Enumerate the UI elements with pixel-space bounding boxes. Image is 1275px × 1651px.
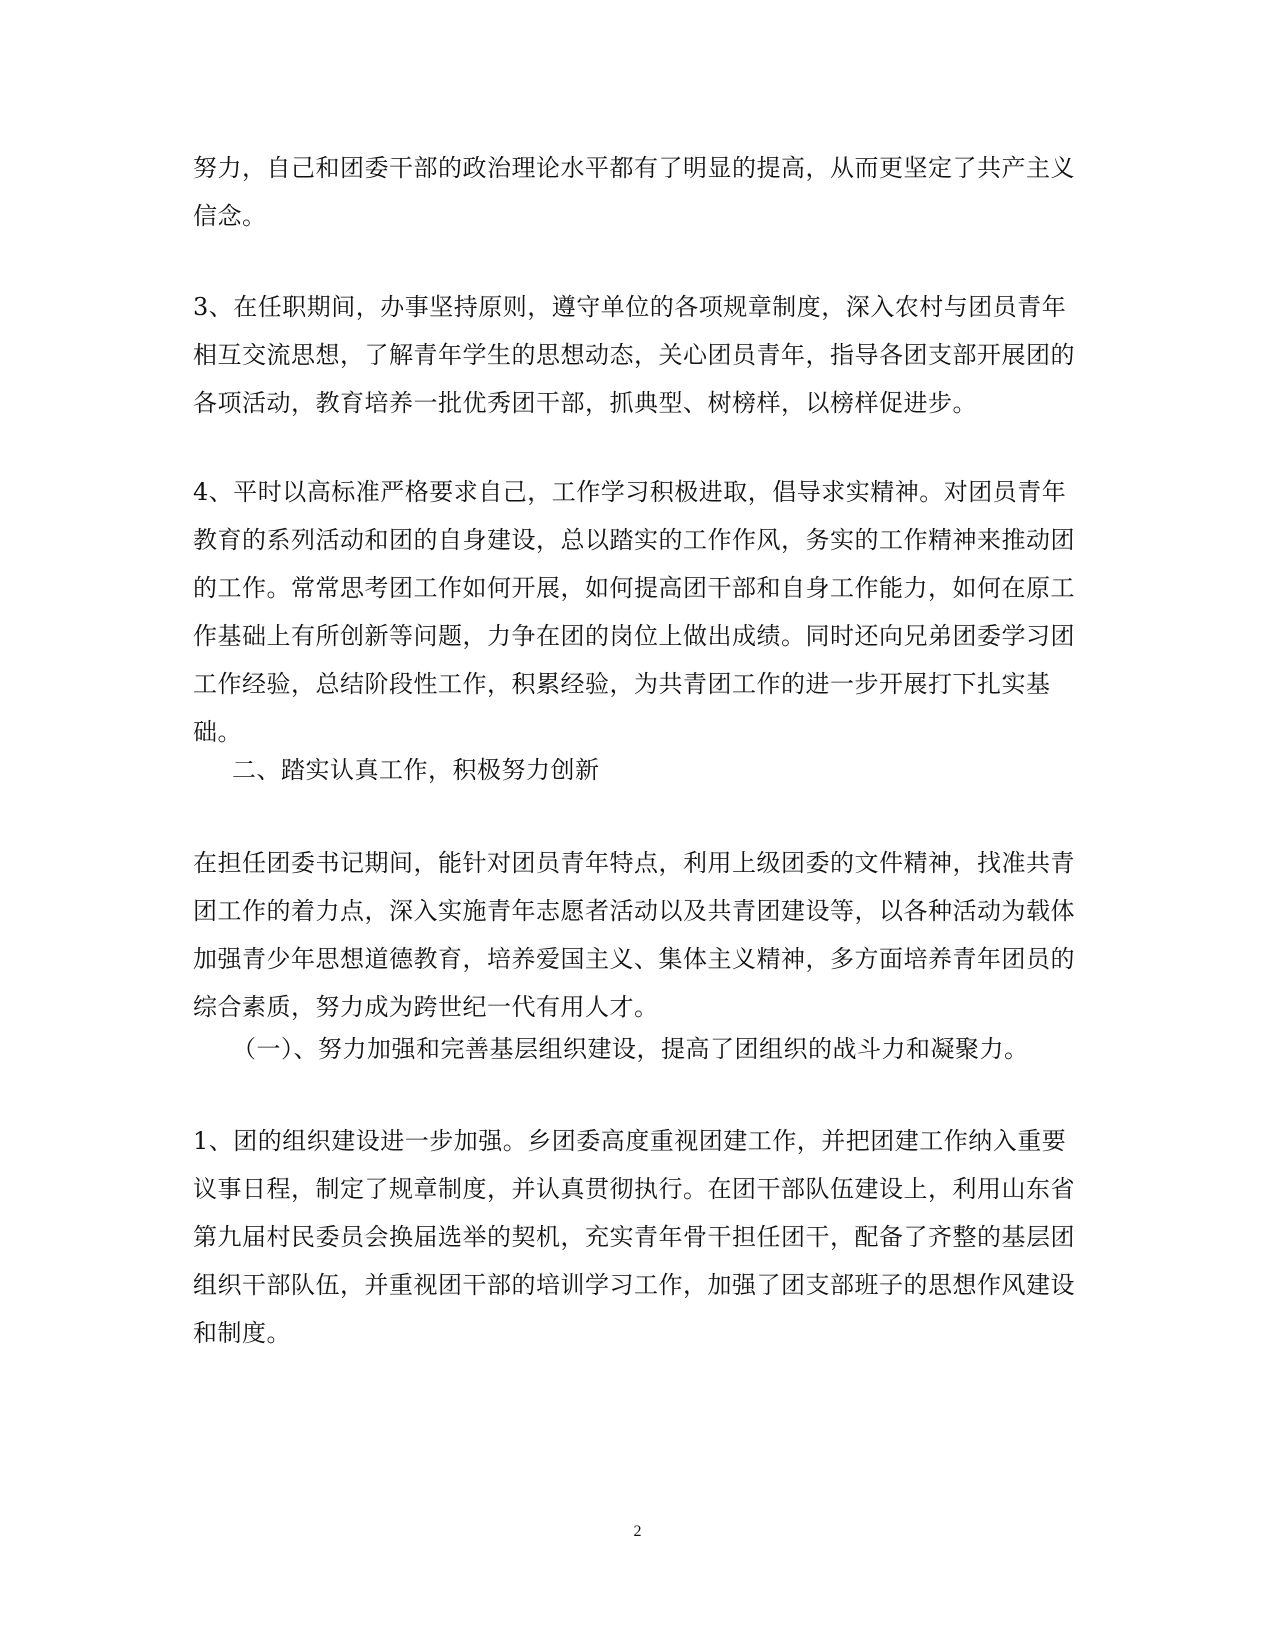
paragraph-section-2-body: 在担任团委书记期间，能针对团员青年特点，利用上级团委的文件精神，找准共青团工作的着力点，深入实施青年志愿者活动以及共青团建设等，以各种活动为载体加强青少年思想道德教育，培养爱国主义、集体主义精神，多方面培养青年团员的综合素质，努力成为跨世纪一代有用人才。 (193, 849, 1075, 1021)
subsection-heading-1: （一）、努力加强和完善基层组织建设，提高了团组织的战斗力和凝聚力。 (232, 1035, 1029, 1063)
paragraph-item-4: 4、平时以高标准严格要求自己，工作学习积极进取，倡导求实精神。对团员青年教育的系列活动和团的自身建设，总以踏实的工作作风，务实的工作精神来推动团的工作。常常思考团工作如何开展，如何提高团干部和自身工作能力，如何在原工作基础上有所创新等问题，力争在团的岗位上做出成绩。同时还向兄弟团委学习团工作经验，总结阶段性工作，积累经验，为共青团工作的进一步开展打下扎实基础。 (193, 478, 1075, 746)
paragraph-item-3: 3、在任职期间，办事坚持原则，遵守单位的各项规章制度，深入农村与团员青年相互交流思想，了解青年学生的思想动态，关心团员青年，指导各团支部开展团的各项活动，教育培养一批优秀团干部，抓典型、树榜样，以榜样促进步。 (193, 293, 1075, 417)
paragraph-intro-continuation: 努力，自己和团委干部的政治理论水平都有了明显的提高，从而更坚定了共产主义信念。 (193, 154, 1075, 230)
page-number: 2 (633, 1523, 642, 1540)
paragraph-subsection-1-item-1: 1、团的组织建设进一步加强。乡团委高度重视团建工作，并把团建工作纳入重要议事日程，制定了规章制度，并认真贯彻执行。在团干部队伍建设上，利用山东省第九届村民委员会换届选举的契机，充实青年骨干担任团干，配备了齐整的基层团组织干部队伍，并重视团干部的培训学习工作，加强了团支部班子的思想作风建设和制度。 (193, 1127, 1075, 1347)
section-heading-2: 二、踏实认真工作，积极努力创新 (232, 756, 600, 784)
